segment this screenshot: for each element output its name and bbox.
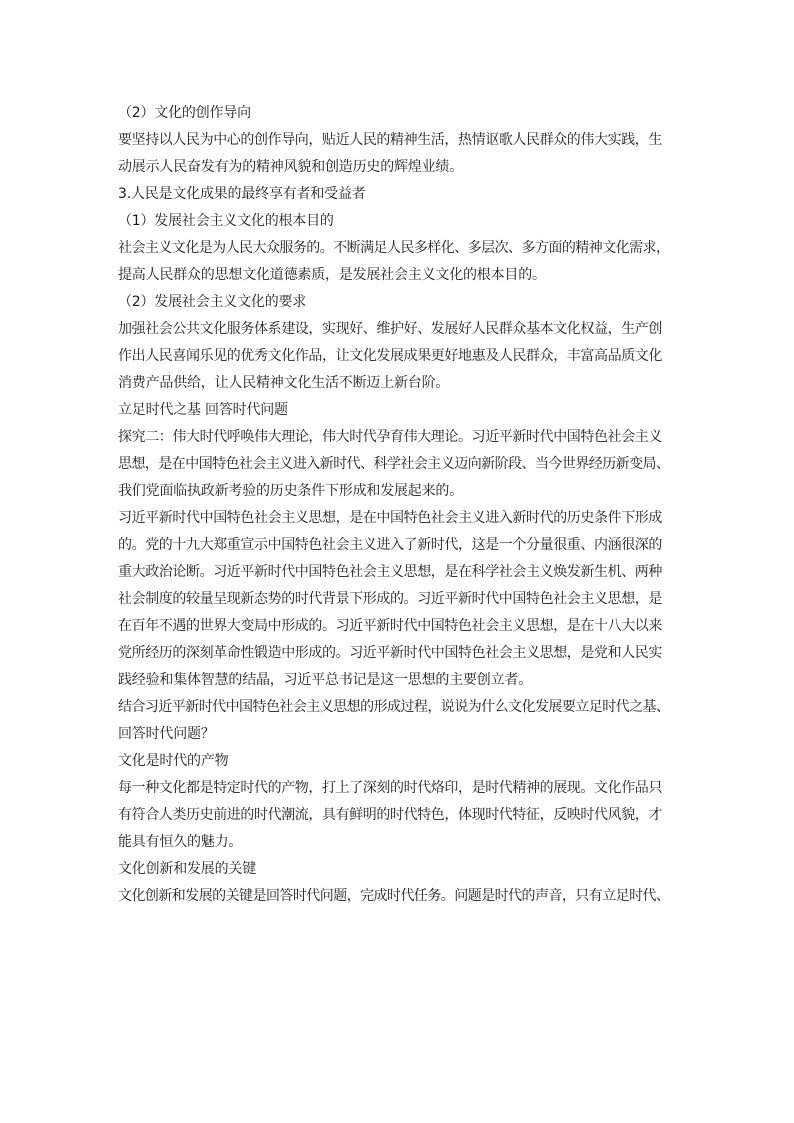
paragraph-line: 文化创新和发展的关键是回答时代问题，完成时代任务。问题是时代的声音，只有立足时代、 [118,888,670,904]
paragraph-line: 探究二：伟大时代呼唤伟大理论，伟大时代孕育伟大理论。习近平新时代中国特色社会主义 [118,429,662,445]
paragraph-line: 要坚持以人民为中心的创作导向，贴近人民的精神生活，热情讴歌人民群众的伟大实践，生 [118,132,662,148]
paragraph-line: 重大政治论断。习近平新时代中国特色社会主义思想，是在科学社会主义焕发新生机、两种 [118,564,662,580]
paragraph-line: 社会制度的较量呈现新态势的时代背景下形成的。习近平新时代中国特色社会主义思想，是 [118,591,662,607]
paragraph-line: 社会主义文化是为人民大众服务的。不断满足人民多样化、多层次、多方面的精神文化需求， [118,240,670,256]
paragraph-line: 党所经历的深刻革命性锻造中形成的。习近平新时代中国特色社会主义思想，是党和人民实 [118,645,662,661]
subheading-requirements: （2）发展社会主义文化的要求 [118,294,307,310]
document-page [118,100,684,910]
subheading-innovation-key: 文化创新和发展的关键 [118,861,256,877]
paragraph-line: 有符合人类历史前进的时代潮流，具有鲜明的时代特色，体现时代特征，反映时代风貌，才 [118,807,662,823]
paragraph-line: 加强社会公共文化服务体系建设，实现好、维护好、发展好人民群众基本文化权益，生产创 [118,321,662,337]
heading-people-beneficiaries: 3.人民是文化成果的最终享有者和受益者 [118,186,366,202]
paragraph-line: 思想，是在中国特色社会主义进入新时代、科学社会主义迈向新阶段、当今世界经历新变局、 [118,456,670,472]
subheading-creative-orientation: （2）文化的创作导向 [118,105,251,121]
section-heading-era: 立足时代之基 回答时代问题 [118,402,288,418]
paragraph-line: 习近平新时代中国特色社会主义思想，是在中国特色社会主义进入新时代的历史条件下形成 [118,510,662,526]
question-line: 结合习近平新时代中国特色社会主义思想的形成过程，说说为什么文化发展要立足时代之基、 [118,699,670,715]
paragraph-line: 每一种文化都是特定时代的产物，打上了深刻的时代烙印，是时代精神的展现。文化作品只 [118,780,662,796]
question-line: 回答时代问题？ [118,726,215,742]
paragraph-line: 动展示人民奋发有为的精神风貌和创造历史的辉煌业绩。 [118,159,463,175]
paragraph-line: 提高人民群众的思想文化道德素质，是发展社会主义文化的根本目的。 [118,267,546,283]
subheading-culture-product-of-era: 文化是时代的产物 [118,753,229,769]
paragraph-line: 在百年不遇的世界大变局中形成的。习近平新时代中国特色社会主义思想，是在十八大以来 [118,618,662,634]
paragraph-line: 我们党面临执政新考验的历史条件下形成和发展起来的。 [118,483,463,499]
paragraph-line: 的。党的十九大郑重宣示中国特色社会主义进入了新时代，这是一个分量很重、内涵很深的 [118,537,662,553]
paragraph-line: 作出人民喜闻乐见的优秀文化作品，让文化发展成果更好地惠及人民群众，丰富高品质文化 [118,348,662,364]
paragraph-line: 践经验和集体智慧的结晶，习近平总书记是这一思想的主要创立者。 [118,672,532,688]
paragraph-line: 能具有恒久的魅力。 [118,834,243,850]
paragraph-line: 消费产品供给，让人民精神文化生活不断迈上新台阶。 [118,375,450,391]
subheading-fundamental-purpose: （1）发展社会主义文化的根本目的 [118,213,334,229]
